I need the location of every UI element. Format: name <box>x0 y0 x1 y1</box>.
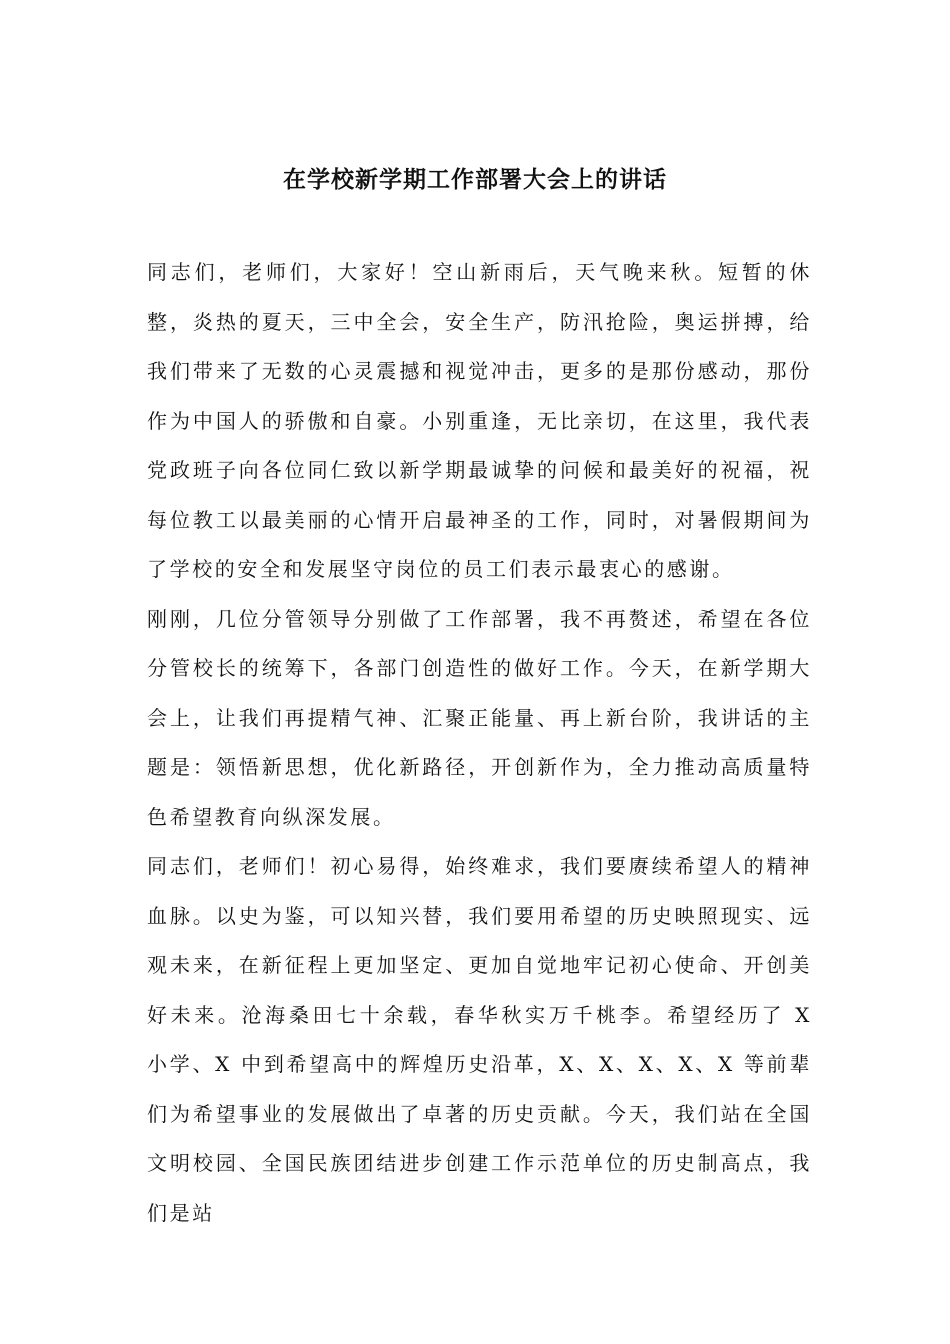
paragraph-2: 刚刚，几位分管领导分别做了工作部署，我不再赘述，希望在各位分管校长的统筹下，各部门创造性的做好工作。今天，在新学期大会上，让我们再提精气神、汇聚正能量、再上新台阶，我讲话的主题是：领悟新思想，优化新路径，开创新作为，全力推动高质量特色希望教育向纵深发展。 <box>147 606 812 829</box>
document-body <box>147 248 812 1238</box>
document-title: 在学校新学期工作部署大会上的讲话 <box>283 166 667 193</box>
paragraph-3: 同志们，老师们！初心易得，始终难求，我们要赓续希望人的精神血脉。以史为鉴，可以知兴替，我们要用希望的历史映照现实、远观未来，在新征程上更加坚定、更加自觉地牢记初心使命、开创美好未来。沧海桑田七十余载，春华秋实万千桃李。希望经历了 X 小学、X 中到希望高中的辉煌历史沿革，X、X、X、X、X 等前辈们为希望事业的发展做出了卓著的历史贡献。今天，我们站在全国文明校园、全国民族团结进步创建工作示范单位的历史制高点，我们是站 <box>147 854 812 1225</box>
paragraph-1: 同志们，老师们，大家好！空山新雨后，天气晚来秋。短暂的休整，炎热的夏天，三中全会，安全生产，防汛抢险，奥运拼搏，给我们带来了无数的心灵震撼和视觉冲击，更多的是那份感动，那份作为中国人的骄傲和自豪。小别重逢，无比亲切，在这里，我代表党政班子向各位同仁致以新学期最诚挚的问候和最美好的祝福，祝每位教工以最美丽的心情开启最神圣的工作，同时，对暑假期间为了学校的安全和发展坚守岗位的员工们表示最衷心的感谢。 <box>147 260 812 581</box>
